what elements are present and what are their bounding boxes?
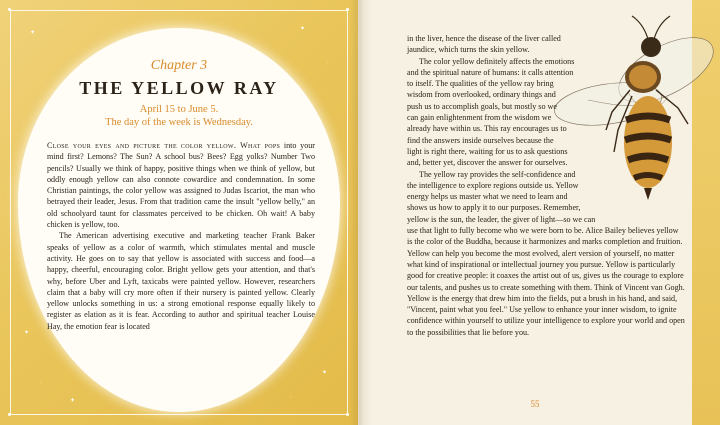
star-icon: ·: [60, 22, 62, 28]
opening-smallcaps: Close your eyes and picture the color yellow. What pops: [47, 141, 281, 150]
paragraph-continued: into your mind first? Lemons? The Sun? A school bus? Bees? Egg yolks? Number Two pencils? Usually we think of happy, positive things when we think of yellow, but oddly enough yellow can also connote cowardice and condemnation. In some Christian paintings, the color yellow was assigned to Judas Iscariot, the man who betrayed their leader, Jesus. From that tradition came the insult "yellow belly," an old schoolyard taunt for classmates perceived to be chicken. Oh wait! A baby chicken is yellow, too.: [47, 141, 315, 230]
star-icon: ·: [22, 120, 24, 126]
star-icon: ·: [326, 60, 328, 66]
right-body-text: [407, 33, 685, 338]
frame-corner-dot: [346, 413, 349, 416]
star-icon: ✦: [70, 398, 76, 404]
frame-corner-dot: [346, 8, 349, 11]
paragraph: [47, 140, 315, 230]
star-icon: ·: [16, 240, 18, 246]
left-page: [0, 0, 358, 425]
star-icon: ✦: [30, 30, 36, 36]
frame-corner-dot: [8, 413, 11, 416]
date-line: April 15 to June 5.: [139, 104, 219, 115]
star-icon: ✦: [322, 370, 328, 376]
paragraph: The yellow ray provides the self-confidence and the intelligence to explore regions outside us. Yellow energy helps us master what we need to learn and shows us how to apply it to our purposes. Remember, yellow is the sun, the leader, the giver of light—so we can use that light to fully become who we were born to be. Alice Bailey believes yellow is the color of the Buddha, because it harmonizes and marks completion and fruition. Yellow can help you become the most evolved, alert version of yourself, no matter what kind of inspirational or intellectual journey you pursue. Yellow is particularly good for creative people: it coaxes the artist out of us, gives us the courage to explore our talents, and pushes us to create something with them. Think of Vincent van Gogh. Yellow is the energy that drew him into the fields, put a brush in his hand, and said, "Vincent, paint what you feel." Use yellow to enhance your inner wisdom, to ignite confidence within yourself to utilize your intelligence to explore your world and open to the possibilities that lie before you.: [407, 169, 685, 337]
day-line: The day of the week is Wednesday.: [105, 116, 253, 128]
star-icon: ✦: [300, 26, 306, 32]
chapter-label: Chapter 3: [150, 58, 208, 73]
page-number: 55: [530, 399, 540, 409]
illustration-wrap-space: [555, 33, 685, 231]
star-icon: ·: [290, 395, 292, 401]
frame-corner-dot: [8, 8, 11, 11]
book-gutter: [350, 0, 372, 425]
left-body-text: [47, 140, 315, 332]
star-icon: ·: [40, 380, 42, 386]
paragraph: The color yellow definitely affects the emotions and the spiritual nature of humans: it calls attention to itself. The qualities of the yellow ray bring wisdom from overlooked, ordinary things and push us to accomplish goals, but mostly so we can gain enlightenment from the wisdom we already have within us. This ray encourages us to find the answers inside ourselves because the light is right there, waiting for us to ask questions and, better yet, discover the answer for ourselves.: [407, 56, 575, 168]
star-icon: ✦: [24, 330, 30, 336]
paragraph: The American advertising executive and marketing teacher Frank Baker speaks of yellow as a color of warmth, which stimulates mental and muscle activity. He goes on to say that yellow is associated with success and food—a happy, cheerful, encouraging color. Bright yellow gets your attention, and that's why, before Uber and Lyft, taxicabs were painted yellow. However, researchers claim that a baby will cry more often if their nursery is painted yellow. Clearly yellow unlocks something in us: a strong emotional response equally likely to register as elation as it is fear. According to author and spiritual teacher Louise Hay, the emotion fear is located: [47, 231, 315, 331]
paragraph: in the liver, hence the disease of the liver called jaundice, which turns the skin yellow.: [407, 34, 561, 55]
chapter-title: THE YELLOW RAY: [79, 78, 279, 98]
chapter-dates: [0, 104, 358, 129]
